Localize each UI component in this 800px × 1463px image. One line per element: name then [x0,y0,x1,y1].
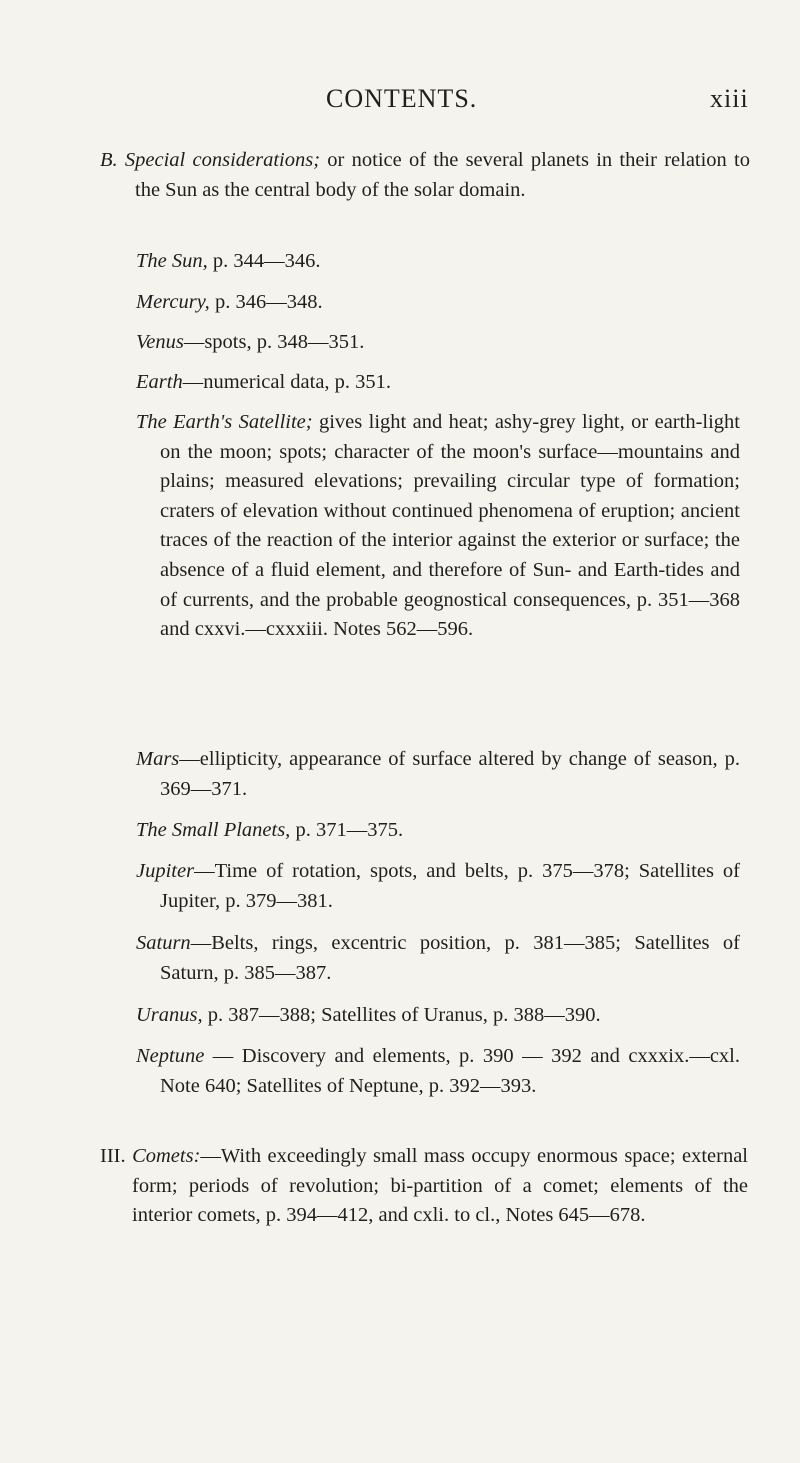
entry-text: —numerical data, p. 351. [182,371,392,393]
entry-text: — Discovery and elements, p. 390 — 392 and cxxxix.—cxl. Note 640; Satellites of Neptune, p. 392—393. [160,1045,740,1097]
page-number: xiii [710,84,749,113]
section-b-text: or notice of the several planets in their relation to the Sun as the central body of the solar domain. [135,149,751,201]
entry-text: gives light and heat; ashy-grey light, or earth-light on the moon; spots; character of the moon's surface—mountains and plains; measured elevations; prevailing circular type of formation; craters of elevation without continued phenomena of eruption; ancient traces of the reaction of the interior against the exterior or surface; the absence of a fluid element, and therefore of Sun- and Earth-tides and of currents, and the probable geognostical consequences, p. 351—368 and cxxvi.—cxxxiii. Notes 562—596. [160,411,740,641]
entry-earths-satellite [136,408,740,645]
entry-label: Jupiter [136,860,195,882]
entry-text: p. 387—388; Satellites of Uranus, p. 388—390. [202,1004,601,1026]
section-iii-marker: III. [100,1145,126,1167]
entry-mercury [136,288,740,318]
section-b-marker: B. [100,149,118,171]
section-b-paragraph [100,146,750,205]
section-iii-heading: Comets: [132,1145,201,1167]
entry-jupiter [136,857,740,916]
entry-label: The Earth's Satellite; [136,411,313,433]
entry-venus [136,328,740,358]
section-iii-paragraph [100,1142,748,1231]
entry-text: p. 344—346. [207,250,321,272]
entry-label: Saturn [136,932,191,954]
entry-label: Earth [136,371,183,393]
entry-label: The Sun, [136,250,208,272]
entry-label: Uranus, [136,1004,203,1026]
header-title: CONTENTS. [326,84,478,113]
entry-text: —ellipticity, appearance of surface altered by change of season, p. 369—371. [160,748,740,800]
entry-label: Mercury, [136,291,210,313]
section-iii-text: —With exceedingly small mass occupy enormous space; external form; periods of revolution; bi-partition of a comet; elements of the interior comets, p. 394—412, and cxli. to cl., Notes 645—678. [132,1145,749,1227]
running-header [0,84,800,124]
entry-uranus [136,1001,740,1031]
entry-label: Venus [136,331,184,353]
entry-text: p. 346—348. [209,291,323,313]
entry-small-planets [136,816,740,846]
entry-saturn [136,929,740,988]
entry-sun [136,247,740,277]
entry-text: —Time of rotation, spots, and belts, p. 375—378; Satellites of Jupiter, p. 379—381. [160,860,740,912]
section-b-heading: Special considerations; [124,149,321,171]
entry-earth [136,368,740,398]
entry-mars [136,745,740,804]
entry-text: —spots, p. 348—351. [183,331,365,353]
entry-label: The Small Planets, [136,819,291,841]
entry-label: Mars [136,748,180,770]
entry-neptune [136,1042,740,1101]
entry-text: p. 371—375. [290,819,404,841]
entry-label: Neptune [136,1045,205,1067]
entry-text: —Belts, rings, excentric position, p. 381—385; Satellites of Saturn, p. 385—387. [160,932,740,984]
